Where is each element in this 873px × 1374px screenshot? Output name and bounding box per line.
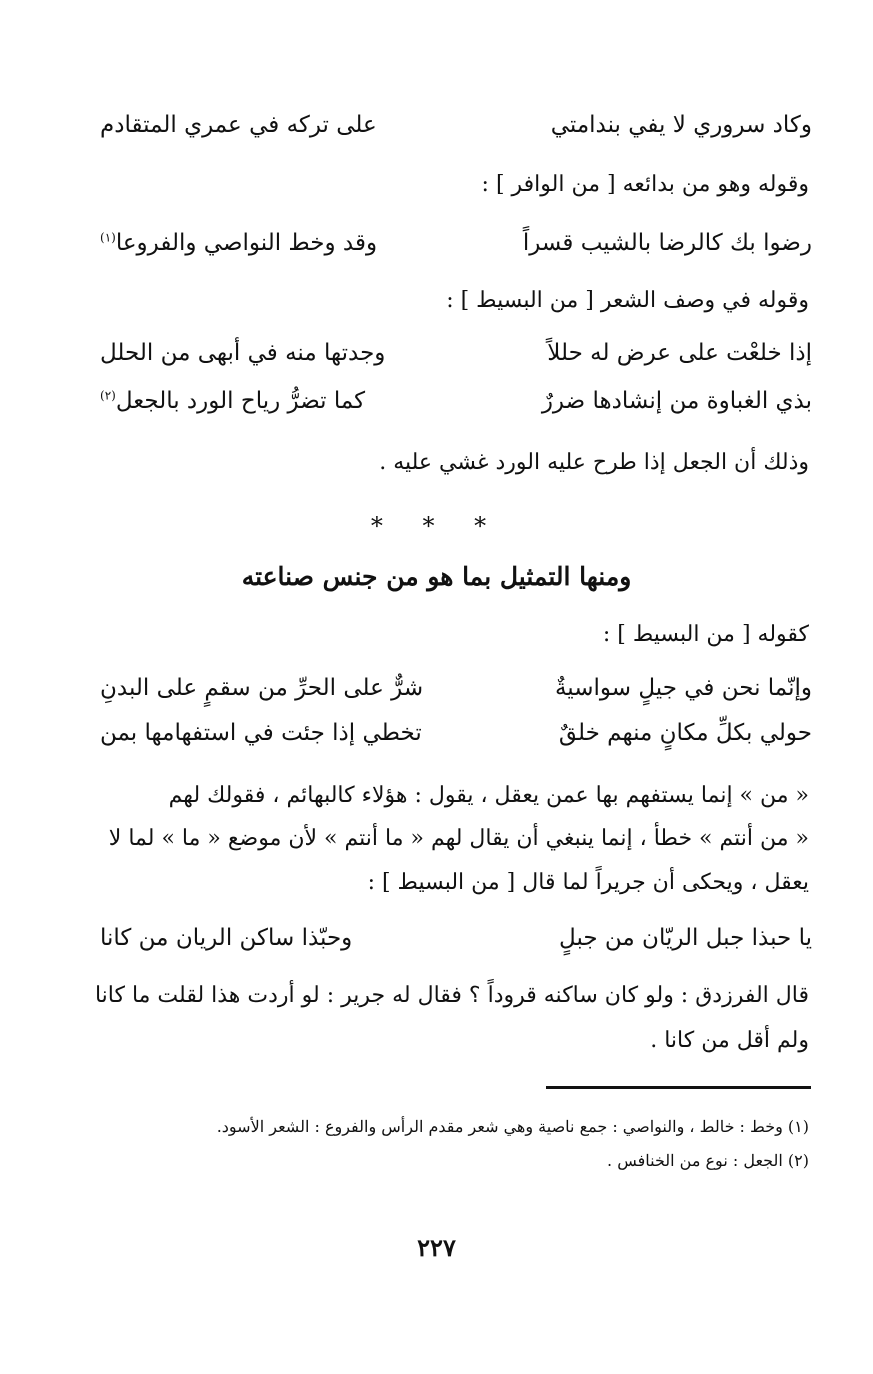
- verse-second-hemistich: [100, 112, 377, 138]
- farazdaq-line: قال الفرزدق : ولو كان ساكنه قروداً ؟ فقال له جرير : لو أردت هذا لقلت ما كانا: [94, 983, 809, 1008]
- verse-second-text: شرٌّ على الحرِّ من سقمٍ على البدنِ: [100, 675, 424, 701]
- verse-first-hemistich: وإنّما نحن في جيلٍ سواسيةٌ: [554, 675, 812, 701]
- verse-first-hemistich: إذا خلعْت على عرض له حللاً: [547, 340, 812, 366]
- section-heading: ومنها التمثيل بما هو من جنس صناعته: [241, 562, 632, 591]
- verse-second-hemistich: [100, 230, 377, 256]
- verse-second-text: على تركه في عمري المتقادم: [100, 112, 377, 138]
- poem-verse: [100, 112, 812, 152]
- poem-verse: [100, 388, 812, 428]
- verse-second-hemistich: [100, 340, 385, 366]
- intro-wafir: وقوله وهو من بدائعه [ من الوافر ] :: [481, 172, 809, 197]
- verse-second-text: وجدتها منه في أبهى من الحلل: [100, 340, 386, 366]
- farazdaq-line: ولم أقل من كانا .: [650, 1028, 809, 1053]
- verse-first-hemistich: رضوا بك كالرضا بالشيب قسراً: [522, 230, 812, 256]
- verse-second-hemistich: [100, 720, 422, 746]
- ju3al-note: وذلك أن الجعل إذا طرح عليه الورد غشي عليه .: [379, 450, 809, 475]
- explanation-line: « من أنتم » خطأ ، إنما ينبغي أن يقال لهم « ما أنتم » لأن موضع « ما » لما لا: [108, 826, 809, 851]
- poem-verse: [100, 925, 812, 965]
- poem-verse: [100, 230, 812, 270]
- footnote-rule: [546, 1086, 811, 1089]
- verse-first-hemistich: حولي بكلِّ مكانٍ منهم خلقٌ: [558, 720, 812, 746]
- explanation-line: « من » إنما يستفهم بها عمن يعقل ، يقول : هؤلاء كالبهائم ، فقولك لهم: [168, 783, 809, 808]
- verse-first-hemistich: يا حبذا جبل الريّان من جبلٍ: [559, 925, 812, 951]
- verse-second-text: وقد وخط النواصي والفروعا: [115, 230, 378, 256]
- verse-second-text: تخطي إذا جئت في استفهامها بمن: [100, 720, 422, 746]
- verse-second-hemistich: [100, 388, 365, 414]
- verse-second-hemistich: [100, 925, 352, 951]
- poem-verse: [100, 720, 812, 760]
- page-number: ٢٢٧: [417, 1233, 456, 1262]
- poem-verse: [100, 340, 812, 380]
- verse-first-hemistich: وكاد سروري لا يفي بندامتي: [550, 112, 812, 138]
- section-separator: * * *: [370, 512, 503, 540]
- footnote: (٢) الجعل : نوع من الخنافس .: [607, 1151, 809, 1170]
- explanation-line: يعقل ، ويحكى أن جريراً لما قال [ من البسيط ] :: [367, 870, 809, 895]
- verse-second-hemistich: [100, 675, 423, 701]
- verse-second-text: كما تضرُّ رياح الورد بالجعل: [115, 388, 366, 414]
- footnote-marker: (٢): [100, 388, 116, 403]
- footnote-marker: (١): [100, 230, 116, 245]
- verse-first-hemistich: بذي الغباوة من إنشادها ضررٌ: [541, 388, 812, 414]
- verse-second-text: وحبّذا ساكن الريان من كانا: [100, 925, 353, 951]
- poem-verse: [100, 675, 812, 715]
- intro-kaqawlihi: كقوله [ من البسيط ] :: [602, 622, 809, 647]
- footnote: (١) وخط : خالط ، والنواصي : جمع ناصية وهي شعر مقدم الرأس والفروع : الشعر الأسود.: [216, 1117, 809, 1136]
- intro-shi3r: وقوله في وصف الشعر [ من البسيط ] :: [446, 288, 809, 313]
